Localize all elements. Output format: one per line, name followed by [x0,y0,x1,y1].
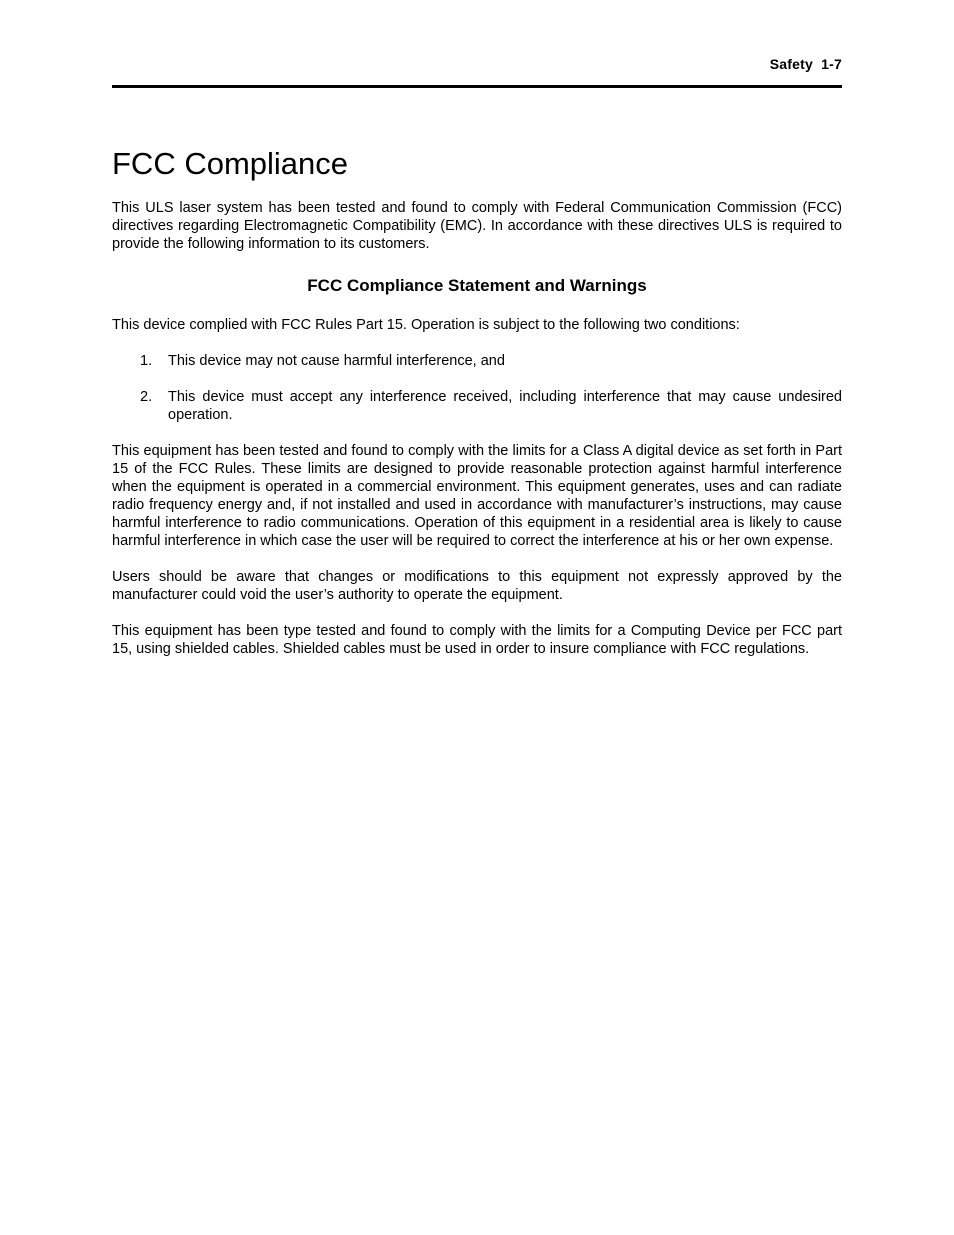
running-head: Safety 1-7 [769,56,842,72]
lead-in-paragraph: This device complied with FCC Rules Part 15. Operation is subject to the following two conditions: [112,317,740,333]
list-item-number: 2. [140,389,153,405]
section-heading: FCC Compliance Statement and Warnings [307,276,647,295]
document-body [112,199,842,676]
page-title: FCC Compliance [112,146,349,181]
header-rule [112,85,842,88]
shielded-cables-paragraph: This equipment has been type tested and found to comply with the limits for a Computing Device per FCC part 15, using shielded cables. Shielded cables must be used in order to insure compliance with FCC regulations. [112,623,842,657]
intro-paragraph: This ULS laser system has been tested and found to comply with Federal Communication Commission (FCC) directives regarding Electromagnetic Compatibility (EMC). In accordance with these directives ULS is required to provide the following information to its customers. [112,200,842,252]
modifications-paragraph: Users should be aware that changes or modifications to this equipment not expressly approved by the manufacturer could void the user’s authority to operate the equipment. [112,569,842,603]
list-item [112,388,842,424]
list-item-number: 1. [140,353,153,369]
list-item [112,352,842,370]
class-a-paragraph: This equipment has been tested and found to comply with the limits for a Class A digital device as set forth in Part 15 of the FCC Rules. These limits are designed to provide reasonable protection against harmful interference when the equipment is operated in a commercial environment. This equipment generates, uses and can radiate radio frequency energy and, if not installed and used in accordance with manufacturer’s instructions, may cause harmful interference to radio communications. Operation of this equipment in a residential area is likely to cause harmful interference in which case the user will be required to correct the interference at his or her own expense. [112,443,842,549]
list-item-text: This device may not cause harmful interference, and [168,353,505,369]
list-item-text: This device must accept any interference received, including interference that may cause undesired operation. [168,389,842,423]
conditions-list [112,352,842,424]
